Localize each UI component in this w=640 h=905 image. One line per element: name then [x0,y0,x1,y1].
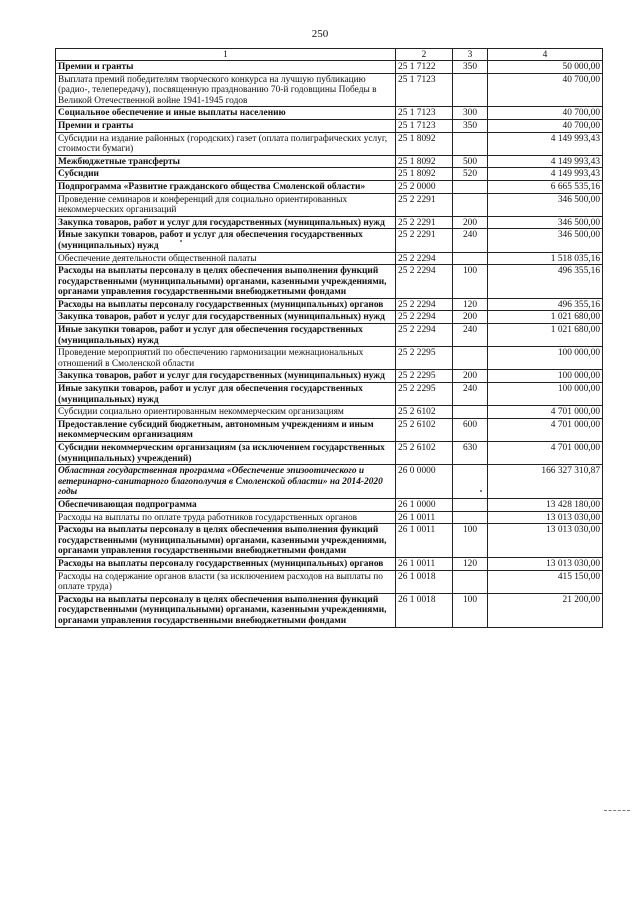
row-code-cell: 25 1 7123 [396,73,453,107]
row-amount-cell: 100 000,00 [488,383,603,406]
table-row [56,155,603,168]
row-kind-cell [453,73,488,107]
row-code-cell: 25 2 6102 [396,418,453,441]
row-kind-cell [453,193,488,216]
row-kind-cell: 240 [453,324,488,347]
table-row [56,265,603,299]
table-header-row [56,49,603,61]
table-row [56,132,603,155]
row-name-cell: Премии и гранты [56,61,396,74]
row-name-cell: Закупка товаров, работ и услуг для государственных (муниципальных) нужд [56,311,396,324]
row-amount-cell: 346 500,00 [488,216,603,229]
row-code-cell: 26 1 0011 [396,557,453,570]
table-row [56,180,603,193]
row-kind-cell [453,252,488,265]
table-row [56,524,603,558]
row-amount-cell: 4 701 000,00 [488,406,603,419]
row-amount-cell: 40 700,00 [488,107,603,120]
row-amount-cell: 50 000,00 [488,61,603,74]
row-name-cell: Межбюджетные трансферты [56,155,396,168]
row-kind-cell [453,465,488,499]
row-name-cell: Обеспечение деятельности общественной палаты [56,252,396,265]
row-code-cell: 25 1 8092 [396,132,453,155]
row-kind-cell [453,406,488,419]
row-name-cell: Расходы на выплаты персоналу в целях обеспечения выполнения функций государственными (муниципальными) органами, казенными учреждениями, органами управления государственными внебюджетными фондами [56,265,396,299]
row-kind-cell: 120 [453,557,488,570]
page-number: 250 [311,28,329,40]
table-row [56,498,603,511]
row-kind-cell: 100 [453,524,488,558]
row-kind-cell: 240 [453,383,488,406]
row-code-cell: 25 2 2291 [396,229,453,252]
row-amount-cell: 6 665 535,16 [488,180,603,193]
row-amount-cell: 100 000,00 [488,347,603,370]
table-row [56,193,603,216]
row-code-cell: 25 2 2291 [396,216,453,229]
row-amount-cell: 4 701 000,00 [488,418,603,441]
table-row [56,298,603,311]
row-name-cell: Субсидии некоммерческим организациям (за исключением государственных (муниципальных) учреждений) [56,442,396,465]
row-amount-cell: 1 518 035,16 [488,252,603,265]
row-amount-cell: 13 013 030,00 [488,511,603,524]
row-amount-cell: 346 500,00 [488,229,603,252]
table-row [56,311,603,324]
row-kind-cell [453,132,488,155]
table-row [56,418,603,441]
row-name-cell: Расходы на выплаты персоналу в целях обеспечения выполнения функций государственными (муниципальными) органами, казенными учреждениями, органами управления государственными внебюджетными фондами [56,524,396,558]
row-code-cell: 25 2 2294 [396,324,453,347]
row-amount-cell: 346 500,00 [488,193,603,216]
row-name-cell: Расходы на выплаты персоналу в целях обеспечения выполнения функций государственными (муниципальными) органами, казенными учреждениями, органами управления государственными внебюджетными фондами [56,593,396,627]
column-header-amount: 4 [488,49,603,61]
row-name-cell: Подпрограмма «Развитие гражданского общества Смоленской области» [56,180,396,193]
row-amount-cell: 13 013 030,00 [488,524,603,558]
row-name-cell: Расходы на содержание органов власти (за исключением расходов на выплаты по оплате труда) [56,570,396,593]
row-kind-cell [453,570,488,593]
row-name-cell: Расходы на выплаты персоналу государственных (муниципальных) органов [56,557,396,570]
row-kind-cell [453,180,488,193]
column-header-name: 1 [56,49,396,61]
row-amount-cell: 415 150,00 [488,570,603,593]
scan-speck [180,240,182,242]
row-kind-cell: 120 [453,298,488,311]
row-kind-cell: 200 [453,370,488,383]
row-code-cell: 25 2 6102 [396,406,453,419]
budget-table [55,48,603,628]
row-name-cell: Расходы на выплаты по оплате труда работников государственных органов [56,511,396,524]
row-amount-cell: 4 149 993,43 [488,132,603,155]
table-row [56,168,603,181]
row-name-cell: Иные закупки товаров, работ и услуг для обеспечения государственных (муниципальных) нужд [56,383,396,406]
row-kind-cell: 200 [453,311,488,324]
row-amount-cell: 4 149 993,43 [488,168,603,181]
row-kind-cell: 200 [453,216,488,229]
row-kind-cell: 350 [453,119,488,132]
row-kind-cell: 300 [453,107,488,120]
table-row [56,406,603,419]
row-code-cell: 26 0 0000 [396,465,453,499]
table-row [56,593,603,627]
row-kind-cell: 100 [453,265,488,299]
table-row [56,383,603,406]
row-code-cell: 25 2 0000 [396,180,453,193]
table-row [56,347,603,370]
row-kind-cell: 100 [453,593,488,627]
row-code-cell: 25 2 2291 [396,193,453,216]
table-row [56,370,603,383]
table-row [56,73,603,107]
row-name-cell: Расходы на выплаты персоналу государственных (муниципальных) органов [56,298,396,311]
row-amount-cell: 4 149 993,43 [488,155,603,168]
row-name-cell: Обеспечивающая подпрограмма [56,498,396,511]
row-name-cell: Областная государственная программа «Обеспечение эпизоотического и ветеринарно-санитарного благополучия в Смоленской области» на 2014-2020 годы [56,465,396,499]
row-kind-cell: 630 [453,442,488,465]
table-row [56,61,603,74]
row-name-cell: Иные закупки товаров, работ и услуг для обеспечения государственных (муниципальных) нужд [56,324,396,347]
row-code-cell: 25 2 2294 [396,265,453,299]
table-row [56,229,603,252]
row-name-cell: Субсидии социально ориентированным некоммерческим организациям [56,406,396,419]
row-amount-cell: 496 355,16 [488,265,603,299]
table-row [56,324,603,347]
column-header-code: 2 [396,49,453,61]
row-amount-cell: 166 327 310,87 [488,465,603,499]
table-row [56,570,603,593]
row-amount-cell: 21 200,00 [488,593,603,627]
scan-edge-mark [604,810,630,811]
row-code-cell: 25 1 7123 [396,107,453,120]
row-amount-cell: 496 355,16 [488,298,603,311]
row-code-cell: 25 2 2294 [396,311,453,324]
row-code-cell: 26 1 0011 [396,511,453,524]
row-amount-cell: 13 013 030,00 [488,557,603,570]
row-amount-cell: 1 021 680,00 [488,311,603,324]
row-amount-cell: 40 700,00 [488,119,603,132]
row-code-cell: 25 2 2295 [396,383,453,406]
row-amount-cell: 1 021 680,00 [488,324,603,347]
row-kind-cell: 350 [453,61,488,74]
row-code-cell: 26 1 0000 [396,498,453,511]
table-body [56,61,603,628]
table-row [56,107,603,120]
scan-speck [480,490,482,492]
row-kind-cell [453,347,488,370]
row-code-cell: 25 2 2295 [396,370,453,383]
row-code-cell: 26 1 0018 [396,593,453,627]
row-name-cell: Проведение мероприятий по обеспечению гармонизации межнациональных отношений в Смоленской области [56,347,396,370]
row-name-cell: Закупка товаров, работ и услуг для государственных (муниципальных) нужд [56,216,396,229]
row-name-cell: Субсидии на издание районных (городских) газет (оплата полиграфических услуг, стоимости бумаги) [56,132,396,155]
row-code-cell: 25 2 6102 [396,442,453,465]
table-row [56,119,603,132]
row-kind-cell: 240 [453,229,488,252]
table-row [56,216,603,229]
row-name-cell: Предоставление субсидий бюджетным, автономным учреждениям и иным некоммерческим организациям [56,418,396,441]
row-amount-cell: 13 428 180,00 [488,498,603,511]
row-name-cell: Выплата премий победителям творческого конкурса на лучшую публикацию (радио-, телепередачу), посвященную празднованию 70-й годовщины Победы в Великой Отечественной войне 1941-1945 годов [56,73,396,107]
table-row [56,557,603,570]
row-kind-cell: 520 [453,168,488,181]
row-kind-cell: 600 [453,418,488,441]
column-header-kind: 3 [453,49,488,61]
row-code-cell: 25 1 8092 [396,168,453,181]
row-name-cell: Закупка товаров, работ и услуг для государственных (муниципальных) нужд [56,370,396,383]
row-code-cell: 25 2 2295 [396,347,453,370]
row-amount-cell: 4 701 000,00 [488,442,603,465]
row-code-cell: 26 1 0011 [396,524,453,558]
row-name-cell: Иные закупки товаров, работ и услуг для обеспечения государственных (муниципальных) нужд [56,229,396,252]
row-name-cell: Субсидии [56,168,396,181]
row-amount-cell: 100 000,00 [488,370,603,383]
table-row [56,252,603,265]
table-row [56,442,603,465]
row-name-cell: Премии и гранты [56,119,396,132]
row-name-cell: Социальное обеспечение и иные выплаты населению [56,107,396,120]
row-code-cell: 26 1 0018 [396,570,453,593]
row-code-cell: 25 1 7123 [396,119,453,132]
table-row [56,511,603,524]
row-code-cell: 25 2 2294 [396,252,453,265]
row-code-cell: 25 1 8092 [396,155,453,168]
row-code-cell: 25 2 2294 [396,298,453,311]
row-kind-cell: 500 [453,155,488,168]
row-kind-cell [453,511,488,524]
row-kind-cell [453,498,488,511]
row-name-cell: Проведение семинаров и конференций для социально ориентированных некоммерческих организаций [56,193,396,216]
row-code-cell: 25 1 7122 [396,61,453,74]
row-amount-cell: 40 700,00 [488,73,603,107]
table-row [56,465,603,499]
